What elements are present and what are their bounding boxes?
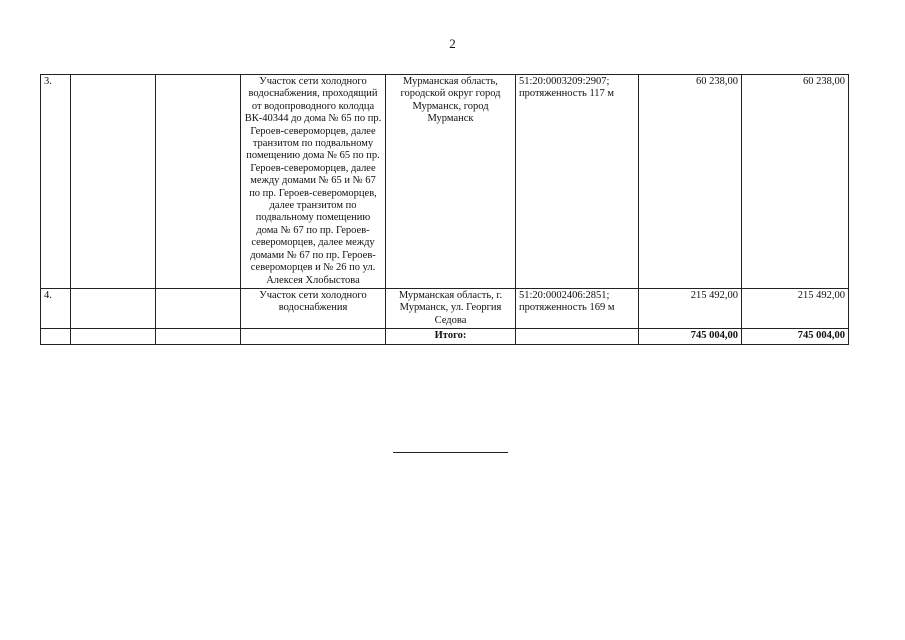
row-number: 4. <box>41 288 71 328</box>
empty-cell <box>241 329 386 344</box>
object-description: Участок сети холодного водоснабжения <box>241 288 386 328</box>
object-address: Мурманская область, городской округ город Мурманск, город Мурманск <box>386 75 516 289</box>
empty-cell <box>71 75 156 289</box>
object-address: Мурманская область, г. Мурманск, ул. Георгия Седова <box>386 288 516 328</box>
empty-cell <box>516 329 639 344</box>
residual-value: 215 492,00 <box>742 288 849 328</box>
book-value: 60 238,00 <box>639 75 742 289</box>
total-label: Итого: <box>386 329 516 344</box>
object-description: Участок сети холодного водоснабжения, проходящий от водопроводного колодца ВК-40344 до дома № 65 по пр. Героев-североморцев, далее транзитом по подвальному помещению дома № 65 по пр. Героев-североморцев, далее между домами № 65 и № 67 по пр. Героев-североморцев, далее транзитом по подвальному помещению дома № 67 по пр. Героев-североморцев, далее между домами № 67 по пр. Героев-североморцев и № 26 по ул. Алексея Хлобыстова <box>241 75 386 289</box>
page-number: 2 <box>449 36 456 51</box>
total-row <box>41 329 849 344</box>
row-number: 3. <box>41 75 71 289</box>
book-value: 215 492,00 <box>639 288 742 328</box>
table-row <box>41 288 849 328</box>
end-of-document-rule <box>393 452 508 453</box>
total-book-value: 745 004,00 <box>639 329 742 344</box>
empty-cell <box>156 75 241 289</box>
table-row <box>41 75 849 289</box>
residual-value: 60 238,00 <box>742 75 849 289</box>
empty-cell <box>156 288 241 328</box>
property-table <box>40 74 849 345</box>
cadastral-number: 51:20:0002406:2851; протяженность 169 м <box>516 288 639 328</box>
empty-cell <box>71 288 156 328</box>
empty-cell <box>71 329 156 344</box>
empty-cell <box>156 329 241 344</box>
empty-cell <box>41 329 71 344</box>
cadastral-number: 51:20:0003209:2907; протяженность 117 м <box>516 75 639 289</box>
total-residual-value: 745 004,00 <box>742 329 849 344</box>
